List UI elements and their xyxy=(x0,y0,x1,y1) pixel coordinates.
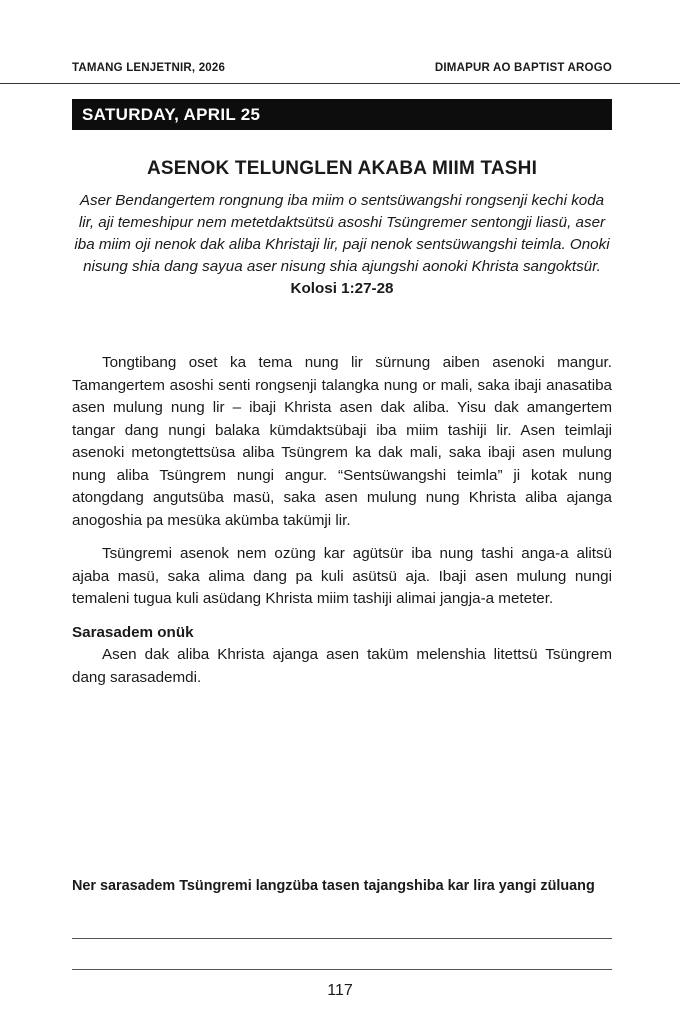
prayer-text: Asen dak aliba Khrista ajanga asen taküm melenshia litettsü Tsüngrem dang sarasademdi. xyxy=(72,646,612,686)
header-right-text: DIMAPUR AO BAPTIST AROGO xyxy=(434,62,612,74)
devotion-body xyxy=(72,352,612,689)
body-paragraph: Tsüngremi asenok nem ozüng kar agütsür iba nung tashi anga-a alitsü ajaba masü, saka alima dang pa kuli asütsü aja. Ibaji asen mulung nungi temaleni tugua kuli asüdang Khrista miim tashiji alimai jangja-a meteter. xyxy=(72,545,612,607)
header-left-text: TAMANG LENJETNIR, 2026 xyxy=(72,62,226,74)
verse-text: Aser Bendangertem rongnung iba miim o sentsüwangshi rongsenji kechi koda lir, aji temeshipur nem metetdaktsütsü asoshi Tsüngremer sentongji liasü, aser iba miim oji nenok dak aliba Khristaji lir, paji nenok sentsüwangshi teimla. Onoki nisung shia dang sayua aser nisung shia ajungshi aonoki Khrista sangoktsür. xyxy=(74,192,610,275)
day-banner: SATURDAY, APRIL 25 xyxy=(72,99,612,130)
page-header xyxy=(72,62,612,74)
reflection-prompt: Ner sarasadem Tsüngremi langzüba tasen tajangshiba kar lira yangi züluang xyxy=(72,878,595,894)
header-divider xyxy=(0,83,680,84)
writing-line xyxy=(72,938,612,939)
page-number: 117 xyxy=(327,982,353,999)
prayer-heading: Sarasadem onük xyxy=(72,623,194,641)
scripture-verse xyxy=(72,190,612,300)
writing-line xyxy=(72,969,612,970)
verse-reference: Kolosi 1:27-28 xyxy=(290,280,394,297)
body-paragraph: Tongtibang oset ka tema nung lir sürnung aiben asenoki mangur. Tamangertem asoshi senti rongsenji talangka nung or mali, saka ibaji anasatiba asen mulung nung lir – ibaji Khrista asen dak aliba. Yisu dak amangertem tangar dang nungi balaka kümdaktsübaji iba miim tashiji lir. Asen teimlaji asenoki metongtettsüsa aliba Tsüngrem ka dak mali, saka ibaji asen mulung nung aliba Tsüngrem nungi angur. “Sentsüwangshi teimla” ji kotak nung atongdang angutsüba masü, saka asen mulung nung Khrista aliba ajanga anogoshia pa mesüka akümba takümji lir. xyxy=(72,354,612,529)
devotion-title: ASENOK TELUNGLEN AKABA MIIM TASHI xyxy=(146,158,538,179)
